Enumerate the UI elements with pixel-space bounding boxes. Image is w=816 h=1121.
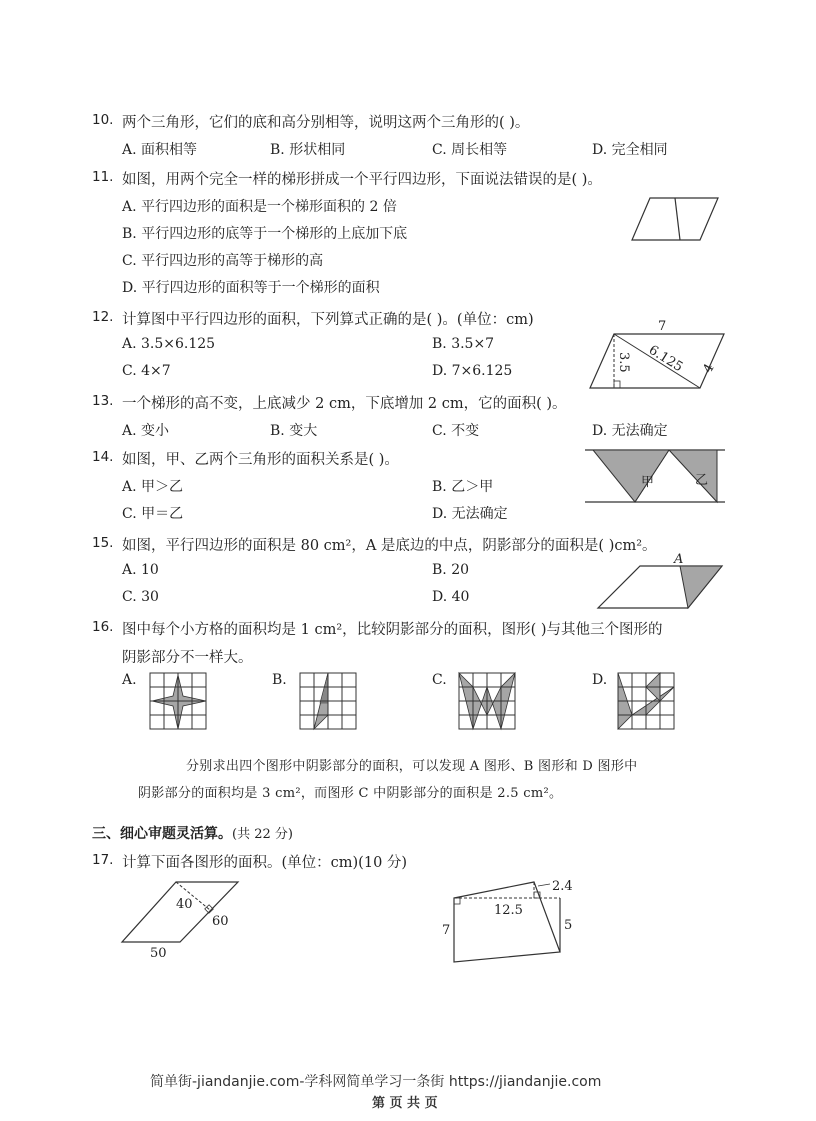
q13-option-d[interactable]: D. 无法确定 — [592, 423, 668, 439]
q17-fig2-height: 2.4 — [552, 879, 573, 894]
q16-number: 16. — [92, 619, 114, 635]
q11-number: 11. — [92, 169, 114, 185]
q16-label-a[interactable]: A. — [122, 672, 137, 688]
q16-grid-b — [300, 673, 358, 731]
q11-parallelogram-figure — [630, 196, 720, 242]
q13-number: 13. — [92, 393, 114, 409]
q11-text: 如图，用两个完全一样的梯形拼成一个平行四边形，下面说法错误的是( )。 — [122, 172, 602, 188]
q10-option-a[interactable]: A. 面积相等 — [122, 142, 198, 158]
answer-explanation-line1: 分别求出四个图形中阴影部分的面积，可以发现 A 图形、B 图形和 D 图形中 — [186, 759, 638, 774]
q13-text: 一个梯形的高不变，上底减少 2 cm，下底增加 2 cm，它的面积( )。 — [122, 396, 567, 412]
q16-grid-a — [150, 673, 208, 731]
q14-triangles-figure — [585, 446, 727, 506]
q16-text-line2: 阴影部分不一样大。 — [122, 650, 253, 666]
q17-fig1-side: 60 — [212, 914, 229, 929]
q12-number: 12. — [92, 309, 114, 325]
q14-option-d[interactable]: D. 无法确定 — [432, 506, 508, 522]
answer-explanation-line2: 阴影部分的面积均是 3 cm²，而图形 C 中阴影部分的面积是 2.5 cm²。 — [138, 786, 563, 801]
q11-option-c[interactable]: C. 平行四边形的高等于梯形的高 — [122, 253, 324, 269]
q16-grid-d — [618, 673, 676, 731]
q12-option-c[interactable]: C. 4×7 — [122, 363, 171, 379]
q10-option-b[interactable]: B. 形状相同 — [270, 142, 346, 158]
section3-heading — [92, 823, 293, 843]
q10-text: 两个三角形，它们的底和高分别相等，说明这两个三角形的( )。 — [122, 115, 530, 131]
q17-number: 17. — [92, 852, 114, 868]
q11-option-a[interactable]: A. 平行四边形的面积是一个梯形面积的 2 倍 — [122, 199, 397, 215]
section3-score: (共 22 分) — [232, 827, 293, 842]
q15-option-b[interactable]: B. 20 — [432, 562, 470, 578]
q14-text: 如图，甲、乙两个三角形的面积关系是( )。 — [122, 452, 399, 468]
q15-label-a: A — [674, 552, 684, 567]
q14-number: 14. — [92, 449, 114, 465]
q11-option-d[interactable]: D. 平行四边形的面积等于一个梯形的面积 — [122, 280, 380, 296]
q15-option-d[interactable]: D. 40 — [432, 589, 470, 605]
q16-label-b[interactable]: B. — [272, 672, 287, 688]
q14-label-jia: 甲 — [641, 475, 655, 490]
q16-label-c[interactable]: C. — [432, 672, 447, 688]
q17-fig2-right: 5 — [564, 918, 573, 933]
q10-number: 10. — [92, 112, 114, 128]
q12-parallelogram-figure — [588, 318, 728, 390]
q12-option-d[interactable]: D. 7×6.125 — [432, 363, 513, 379]
q16-label-d[interactable]: D. — [592, 672, 608, 688]
q17-fig1-base: 50 — [150, 946, 167, 961]
q10-option-d[interactable]: D. 完全相同 — [592, 142, 668, 158]
q15-number: 15. — [92, 535, 114, 551]
q17-trapezoid-figure — [438, 874, 586, 966]
q14-option-a[interactable]: A. 甲＞乙 — [122, 479, 184, 495]
q12-text: 计算图中平行四边形的面积，下列算式正确的是( )。(单位：cm) — [122, 312, 534, 328]
q15-parallelogram-figure — [596, 552, 726, 610]
q17-fig2-left: 7 — [442, 923, 451, 938]
q14-option-c[interactable]: C. 甲＝乙 — [122, 506, 184, 522]
q13-option-b[interactable]: B. 变大 — [270, 423, 318, 439]
q12-label-top: 7 — [658, 319, 667, 334]
q14-label-yi: 乙 — [695, 473, 709, 488]
q12-option-b[interactable]: B. 3.5×7 — [432, 336, 495, 352]
q13-option-c[interactable]: C. 不变 — [432, 423, 480, 439]
footer-site-text: 简单街-jiandanjie.com-学科网简单学习一条街 https://jiandanjie.com — [150, 1074, 602, 1090]
q14-option-b[interactable]: B. 乙＞甲 — [432, 479, 494, 495]
q17-parallelogram-figure — [120, 878, 245, 960]
q12-label-diagonal: 6.125 — [645, 342, 686, 376]
q12-option-a[interactable]: A. 3.5×6.125 — [122, 336, 216, 352]
q15-text: 如图，平行四边形的面积是 80 cm²，A 是底边的中点，阴影部分的面积是( )cm²。 — [122, 538, 657, 554]
footer-page-number: 第 页 共 页 — [372, 1096, 438, 1111]
q15-option-a[interactable]: A. 10 — [122, 562, 159, 578]
q17-fig2-top: 12.5 — [494, 903, 523, 918]
q11-option-b[interactable]: B. 平行四边形的底等于一个梯形的上底加下底 — [122, 226, 408, 242]
q17-text: 计算下面各图形的面积。(单位：cm)(10 分) — [122, 855, 408, 871]
q17-fig1-height: 40 — [176, 897, 193, 912]
q16-text-line1: 图中每个小方格的面积均是 1 cm²，比较阴影部分的面积，图形( )与其他三个图形的 — [122, 622, 663, 638]
q13-option-a[interactable]: A. 变小 — [122, 423, 170, 439]
q12-label-side: 4 — [700, 361, 718, 376]
q12-label-height: 3.5 — [616, 352, 631, 373]
section3-title: 三、细心审题灵活算。 — [92, 826, 232, 842]
q16-grid-c — [459, 673, 517, 731]
q10-option-c[interactable]: C. 周长相等 — [432, 142, 508, 158]
q15-option-c[interactable]: C. 30 — [122, 589, 159, 605]
